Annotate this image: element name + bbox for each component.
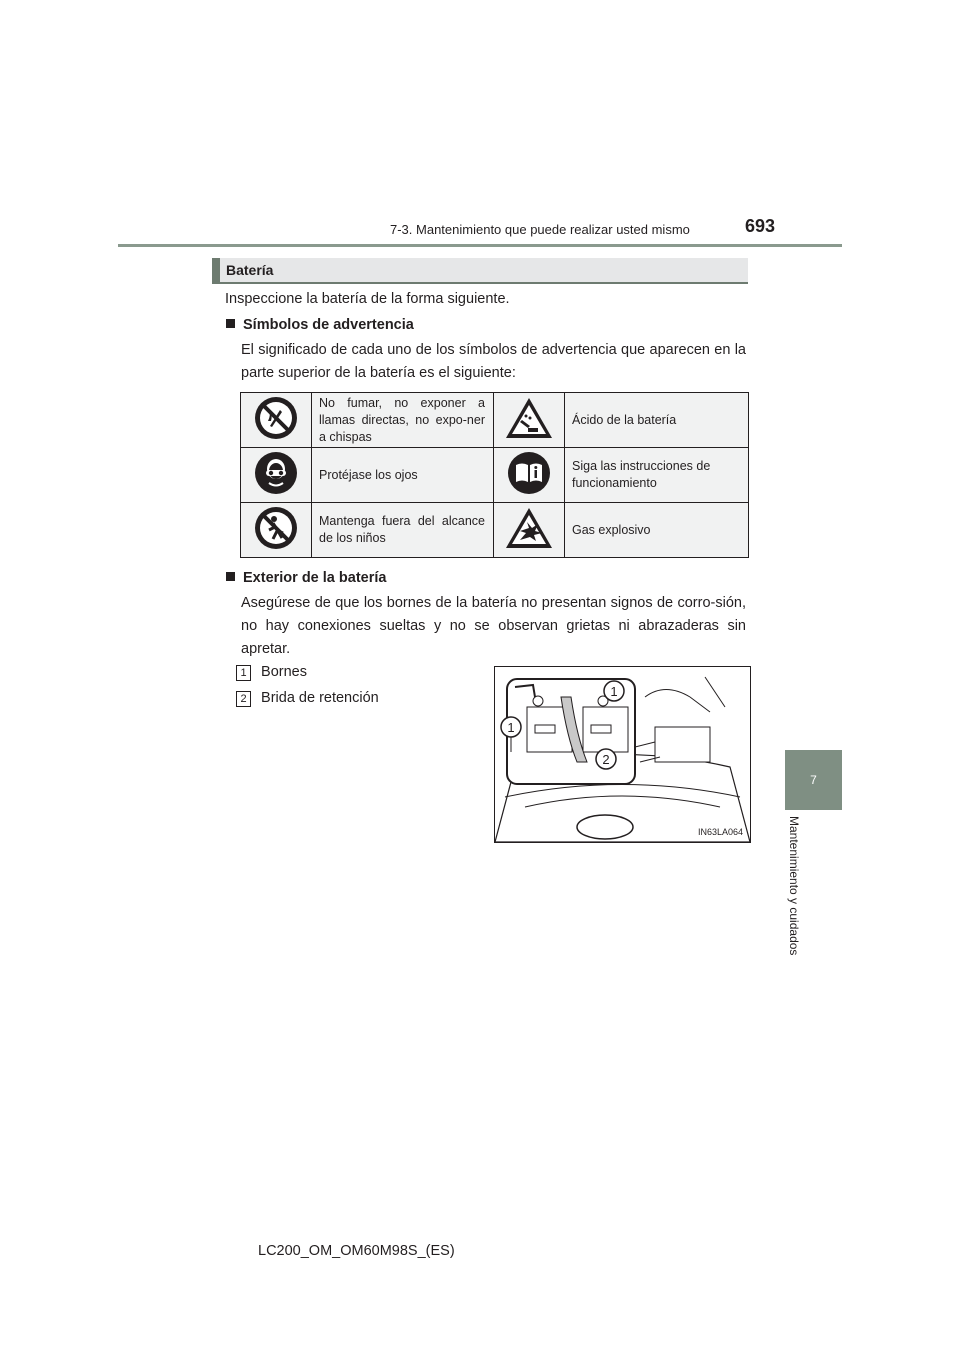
battery-illustration (494, 666, 751, 843)
symbol-text: Siga las instrucciones de funcionamiento (565, 448, 749, 503)
header-rule (118, 244, 842, 247)
table-row (241, 503, 749, 558)
operating-instructions-icon (494, 448, 565, 503)
warning-symbols-heading: Símbolos de advertencia (226, 314, 414, 337)
table-row (241, 393, 749, 448)
figure-callout: 1 (610, 684, 618, 699)
document-footer: LC200_OM_OM60M98S_(ES) (258, 1243, 455, 1259)
chapter-number: 7 (810, 773, 817, 787)
page-number: 693 (745, 216, 776, 236)
warning-symbols-description: El significado de cada uno de los símbolos de advertencia que aparecen en la parte superior de la batería es el siguiente: (241, 342, 746, 381)
symbol-text: Protéjase los ojos (312, 448, 494, 503)
symbol-text: Ácido de la batería (565, 393, 749, 448)
figure-callout: 1 (507, 720, 515, 735)
section-title-bar (212, 258, 748, 284)
exterior-description: Asegúrese de que los bornes de la batería no presentan signos de corro-sión, no hay conexiones sueltas y no se observan grietas ni abrazaderas sin apretar. (241, 595, 746, 657)
symbol-text: Gas explosivo (565, 503, 749, 558)
bullet-square-icon (226, 319, 235, 328)
figure-code: IN63LA064 (697, 827, 743, 837)
explosive-gas-icon (494, 503, 565, 558)
warning-symbols-table (240, 392, 749, 558)
keep-away-children-icon (241, 503, 312, 558)
section-title: Batería (226, 262, 274, 278)
symbol-text: No fumar, no exponer a llamas directas, no expo-ner a chispas (312, 393, 494, 448)
legend-item: 1 Bornes (236, 661, 307, 684)
exterior-heading: Exterior de la batería (226, 567, 386, 590)
eye-protection-icon (241, 448, 312, 503)
chapter-tab (785, 750, 842, 810)
callout-number: 1 (236, 665, 251, 681)
chapter-label: Mantenimiento y cuidados (787, 816, 801, 956)
symbol-text: Mantenga fuera del alcance de los niños (312, 503, 494, 558)
intro-text: Inspeccione la batería de la forma siguiente. (225, 291, 510, 307)
battery-acid-icon (494, 393, 565, 448)
no-smoking-icon (241, 393, 312, 448)
table-row (241, 448, 749, 503)
running-header: 7-3. Mantenimiento que puede realizar usted mismo (390, 222, 690, 237)
section-accent (212, 258, 220, 284)
legend-item: 2 Brida de retención (236, 687, 379, 710)
callout-number: 2 (236, 691, 251, 707)
figure-callout: 2 (602, 752, 610, 767)
bullet-square-icon (226, 572, 235, 581)
